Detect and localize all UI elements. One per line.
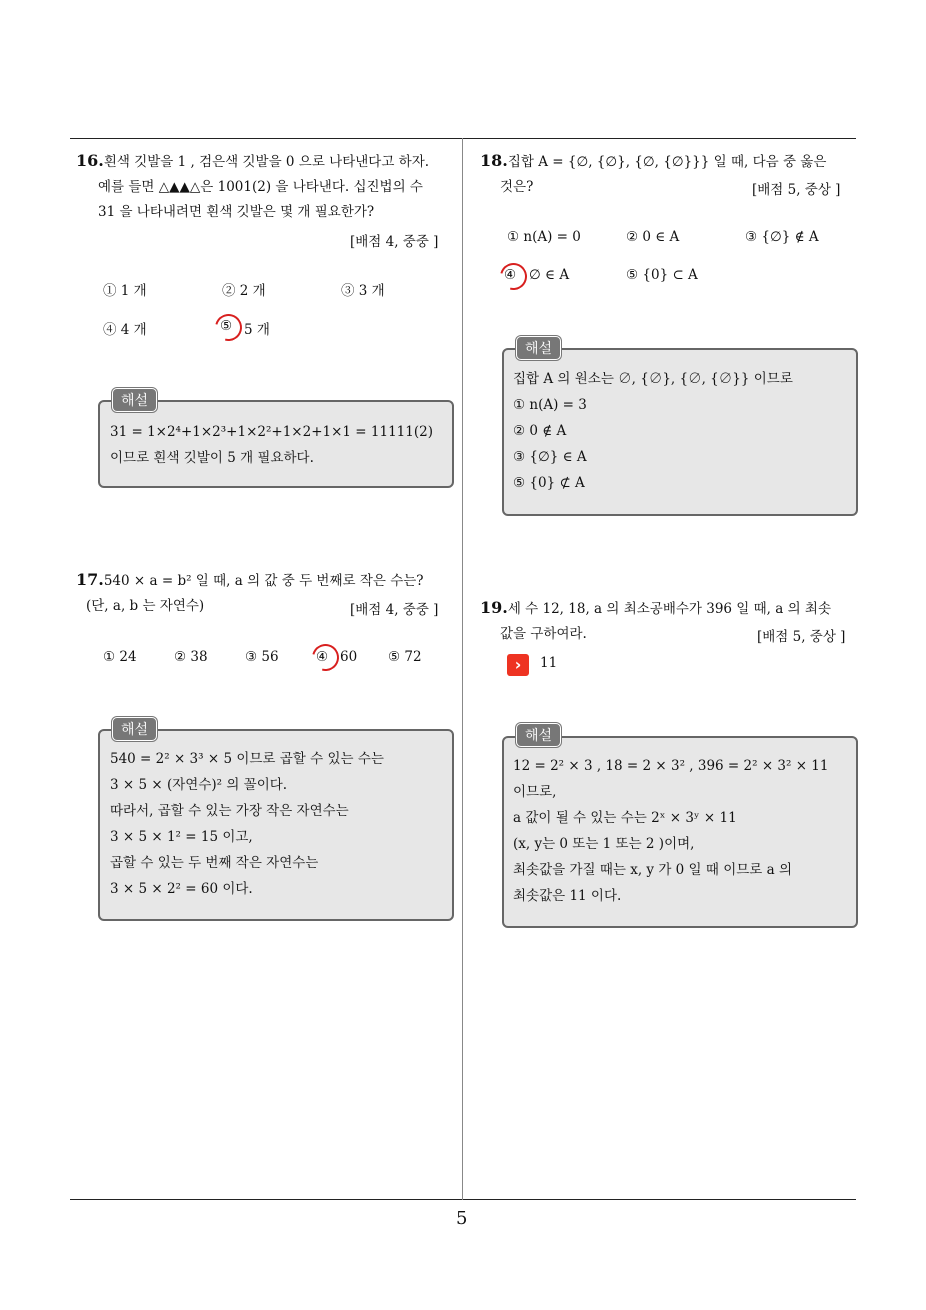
explanation-line: a 값이 될 수 있는 수는 2ˣ × 3ʸ × 11 — [513, 810, 737, 826]
choice-2[interactable]: ② 38 — [174, 649, 208, 665]
choice-5[interactable]: ⑤ 72 — [388, 649, 422, 665]
choice-5-text: 5 개 — [244, 322, 270, 338]
question-text-line: 값을 구하여라. — [500, 626, 587, 642]
explanation-line: 3 × 5 × 1² = 15 이고, — [110, 829, 253, 845]
answer-value: 11 — [540, 655, 558, 671]
choice-4[interactable]: ④ — [504, 267, 517, 283]
explanation-line: 540 = 2² × 3³ × 5 이므로 곱할 수 있는 수는 — [110, 751, 384, 767]
explanation-tag: 해설 — [112, 388, 157, 412]
explanation-line: ② 0 ∉ A — [513, 423, 567, 439]
explanation-text — [110, 746, 384, 902]
explanation-line: 3 × 5 × (자연수)² 의 꼴이다. — [110, 777, 288, 793]
question-meta: [배점 4, 중중 ] — [350, 602, 439, 618]
explanation-line: ① n(A) = 3 — [513, 397, 587, 413]
choice-3[interactable]: ③ {∅} ∉ A — [745, 229, 819, 245]
question-16 — [76, 148, 456, 225]
question-meta: [배점 5, 중상 ] — [752, 182, 841, 198]
explanation-line: 12 = 2² × 3 , 18 = 2 × 3² , 396 = 2² × 3² × 11 — [513, 758, 829, 774]
column-divider — [462, 138, 463, 1200]
question-text-line: 예를 들면 △▲▲△은 1001(2) 을 나타낸다. 십진법의 수 — [98, 179, 423, 195]
choice-5[interactable]: ⑤ — [220, 318, 233, 334]
question-text-line: (단, a, b 는 자연수) — [86, 598, 205, 614]
explanation-tag: 해설 — [516, 723, 561, 747]
explanation-line: ③ {∅} ∈ A — [513, 449, 587, 465]
question-number: 18. — [480, 151, 508, 170]
explanation-line: 최솟값을 가질 때는 x, y 가 0 일 때 이므로 a 의 — [513, 862, 792, 878]
choice-1[interactable]: ① n(A) = 0 — [507, 229, 581, 245]
question-text-line: 것은? — [500, 179, 534, 195]
explanation-line: 이므로, — [513, 784, 557, 800]
question-text-line: 세 수 12, 18, a 의 최소공배수가 396 일 때, a 의 최솟 — [507, 601, 832, 617]
question-text-line: 540 × a = b² 일 때, a 의 값 중 두 번째로 작은 수는? — [103, 573, 424, 589]
choice-4[interactable]: ④ — [316, 649, 329, 665]
explanation-line: 이므로 흰색 깃발이 5 개 필요하다. — [110, 450, 314, 466]
choice-2[interactable]: ② 2 개 — [222, 283, 266, 299]
chevron-right-icon: › — [507, 654, 529, 676]
explanation-text — [513, 366, 793, 496]
choice-3[interactable]: ③ 3 개 — [341, 283, 385, 299]
choice-5[interactable]: ⑤ {0} ⊂ A — [626, 267, 698, 283]
explanation-line: 따라서, 곱할 수 있는 가장 작은 자연수는 — [110, 803, 349, 819]
explanation-line: 집합 A 의 원소는 ∅, {∅}, {∅, {∅}} 이므로 — [513, 371, 793, 387]
choice-4-text: ∅ ∈ A — [529, 267, 570, 283]
question-text-line: 집합 A = {∅, {∅}, {∅, {∅}}} 일 때, 다음 중 옳은 — [507, 154, 827, 170]
explanation-text — [513, 753, 829, 909]
question-meta: [배점 5, 중상 ] — [757, 629, 846, 645]
question-number: 16. — [76, 151, 104, 170]
question-number: 17. — [76, 570, 104, 589]
explanation-tag: 해설 — [112, 717, 157, 741]
explanation-line: 31 = 1×2⁴+1×2³+1×2²+1×2+1×1 = 11111(2) — [110, 424, 433, 440]
explanation-text — [110, 419, 433, 471]
question-number: 19. — [480, 598, 508, 617]
question-text-line: 31 을 나타내려면 흰색 깃발은 몇 개 필요한가? — [98, 204, 375, 220]
choice-4-text: 60 — [340, 649, 358, 665]
explanation-line: 3 × 5 × 2² = 60 이다. — [110, 881, 253, 897]
page-number: 5 — [456, 1208, 468, 1229]
explanation-line: 곱할 수 있는 두 번째 작은 자연수는 — [110, 855, 319, 871]
explanation-tag: 해설 — [516, 336, 561, 360]
choice-1[interactable]: ① 1 개 — [103, 283, 147, 299]
explanation-line: 최솟값은 11 이다. — [513, 888, 622, 904]
choice-4[interactable]: ④ 4 개 — [103, 322, 147, 338]
choice-2[interactable]: ② 0 ∈ A — [626, 229, 680, 245]
explanation-line: (x, y는 0 또는 1 또는 2 )이며, — [513, 836, 695, 852]
choice-3[interactable]: ③ 56 — [245, 649, 279, 665]
choice-1[interactable]: ① 24 — [103, 649, 137, 665]
explanation-line: ⑤ {0} ⊄ A — [513, 475, 585, 491]
question-text-line: 흰색 깃발을 1 , 검은색 깃발을 0 으로 나타낸다고 하자. — [103, 154, 430, 170]
question-meta: [배점 4, 중중 ] — [350, 234, 439, 250]
